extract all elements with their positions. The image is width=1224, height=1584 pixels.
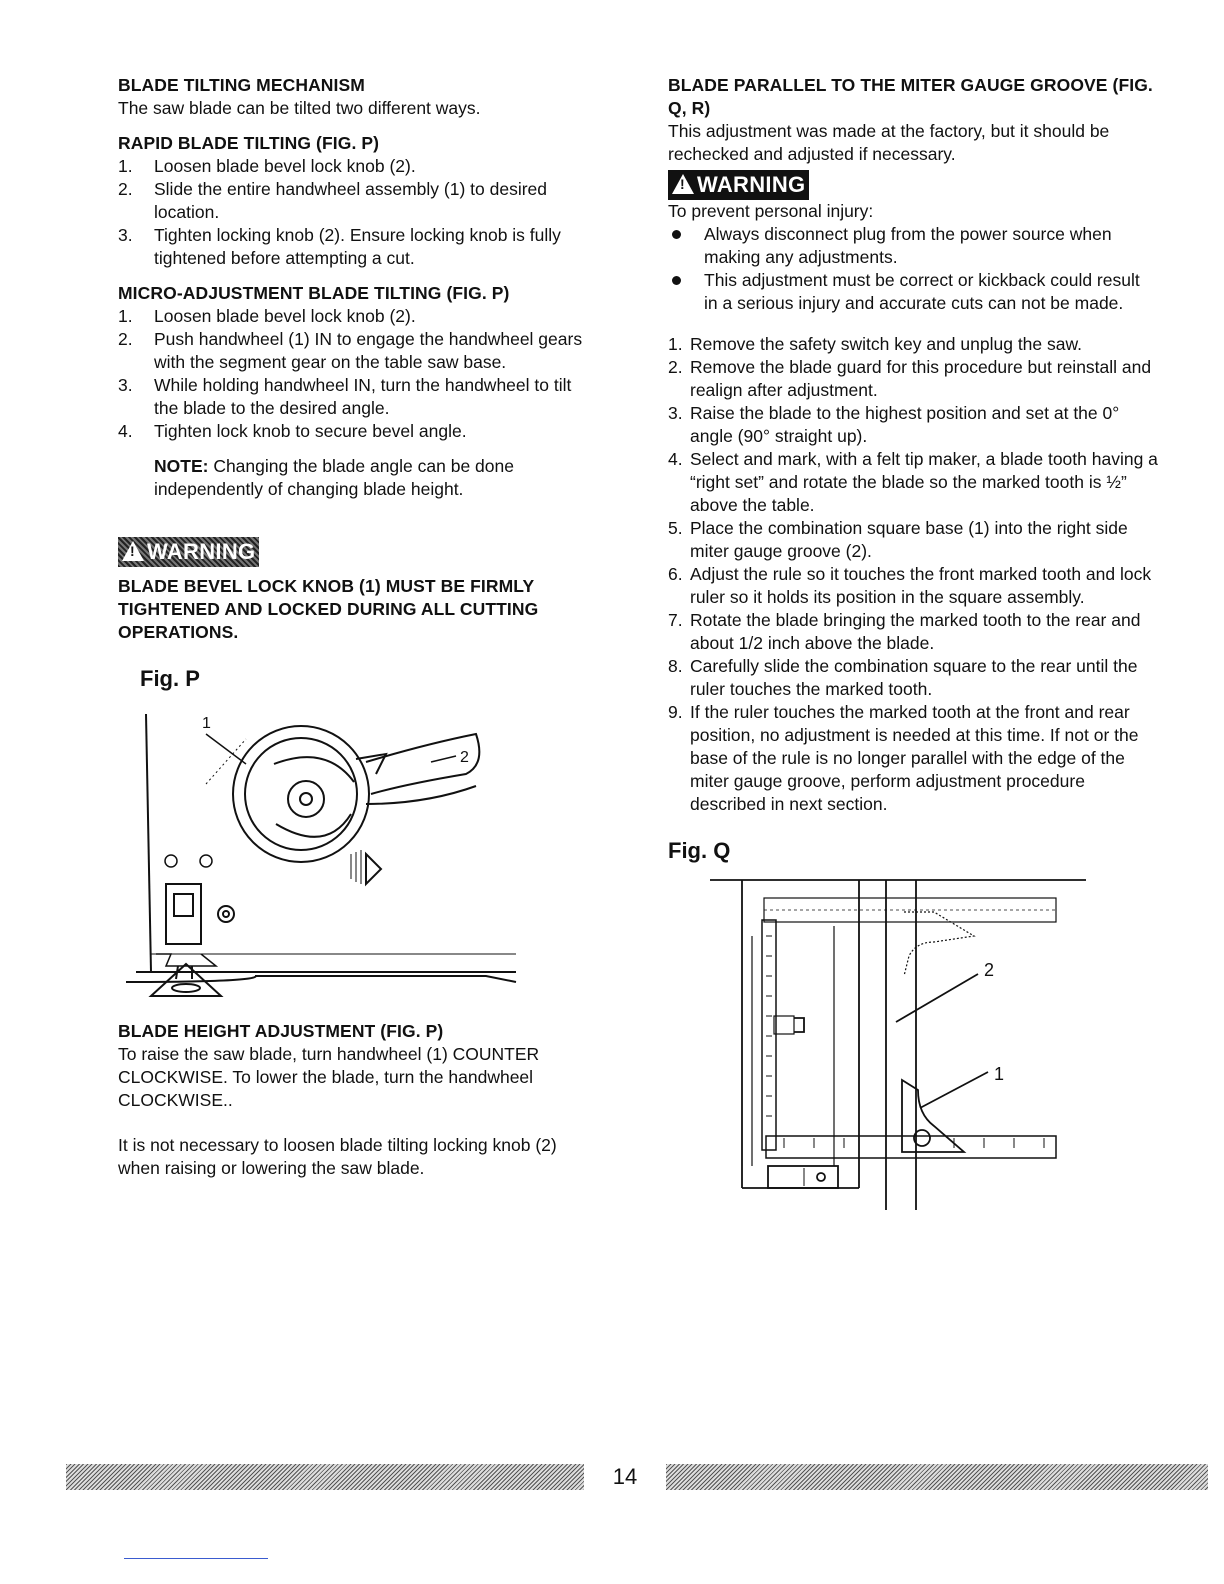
section-heading-blade-height: BLADE HEIGHT ADJUSTMENT (FIG. P) bbox=[118, 1021, 444, 1041]
list-item: 7. Rotate the blade bringing the marked tooth to the rear and about 1/2 inch above the blade. bbox=[668, 610, 1141, 653]
callout-2: 2 bbox=[460, 749, 469, 766]
paragraph: This adjustment was made at the factory, but it should be rechecked and adjusted if necessary. bbox=[668, 121, 1110, 164]
rapid-steps-list bbox=[118, 155, 598, 270]
list-item: 9. If the ruler touches the marked tooth at the front and rear position, no adjustment is needed at this time. If not or the base of the rule is no longer parallel with the edge of the miter gauge groove, perform adjustment procedure described in next section. bbox=[668, 702, 1139, 814]
procedure-steps-list bbox=[668, 333, 1158, 816]
bottom-rule bbox=[124, 1558, 268, 1559]
figure-q-illustration bbox=[704, 876, 1094, 1216]
warning-bullets bbox=[668, 223, 1158, 315]
warning-triangle-icon bbox=[672, 174, 694, 194]
warning-intro: To prevent personal injury: bbox=[668, 201, 874, 221]
callout-1: 1 bbox=[202, 715, 211, 732]
list-item: 6. Adjust the rule so it touches the front marked tooth and lock ruler so it holds its position in the square assembly. bbox=[668, 564, 1152, 607]
warning-badge: !WARNING bbox=[668, 170, 809, 200]
list-item: 1. Loosen blade bevel lock knob (2). bbox=[118, 306, 416, 326]
list-item: 2. Remove the blade guard for this procedure but reinstall and realign after adjustment. bbox=[668, 357, 1152, 400]
warning-text: BLADE BEVEL LOCK KNOB (1) MUST BE FIRMLY TIGHTENED AND LOCKED DURING ALL CUTTING OPERATIONS. bbox=[118, 576, 539, 642]
list-item: 3. Tighten locking knob (2). Ensure locking knob is fully tightened before attempting a cut. bbox=[118, 225, 561, 268]
section-heading-micro-adjust: MICRO-ADJUSTMENT BLADE TILTING (FIG. P) bbox=[118, 283, 510, 303]
paragraph: To raise the saw blade, turn handwheel (1) COUNTER CLOCKWISE. To lower the blade, turn the handwheel CLOCKWISE.. bbox=[118, 1044, 540, 1110]
list-item: 1. Remove the safety switch key and unplug the saw. bbox=[668, 334, 1083, 354]
page-number: 14 bbox=[612, 1464, 638, 1489]
section-heading-blade-tilting: BLADE TILTING MECHANISM bbox=[118, 75, 365, 95]
page-footer bbox=[66, 1464, 1208, 1490]
list-item: 4. Select and mark, with a felt tip maker, a blade tooth having a “right set” and rotate the blade so the marked tooth is ½” above the table. bbox=[668, 449, 1158, 515]
list-item: 2. Push handwheel (1) IN to engage the handwheel gears with the segment gear on the table saw base. bbox=[118, 329, 583, 372]
paragraph: It is not necessary to loosen blade tilting locking knob (2) when raising or lowering the saw blade. bbox=[118, 1135, 557, 1178]
paragraph: The saw blade can be tilted two different ways. bbox=[118, 98, 481, 118]
left-column bbox=[118, 74, 598, 1180]
figure-p-illustration bbox=[126, 704, 526, 1004]
figure-label-p: Fig. P bbox=[140, 666, 200, 691]
list-item: 5. Place the combination square base (1) into the right side miter gauge groove (2). bbox=[668, 518, 1128, 561]
callout-2: 2 bbox=[984, 960, 995, 980]
list-item: 2. Slide the entire handwheel assembly (1) to desired location. bbox=[118, 179, 547, 222]
section-heading-blade-parallel: BLADE PARALLEL TO THE MITER GAUGE GROOVE (FIG. Q, R) bbox=[668, 75, 1153, 118]
list-item: 4. Tighten lock knob to secure bevel angle. bbox=[118, 421, 467, 441]
list-item: 3. Raise the blade to the highest position and set at the 0° angle (90° straight up). bbox=[668, 403, 1120, 446]
right-column bbox=[668, 74, 1158, 1216]
figure-label-q: Fig. Q bbox=[668, 838, 731, 863]
callout-1: 1 bbox=[994, 1064, 1005, 1084]
list-item: 1. Loosen blade bevel lock knob (2). bbox=[118, 156, 416, 176]
section-heading-rapid-tilting: RAPID BLADE TILTING (FIG. P) bbox=[118, 133, 380, 153]
note: NOTE: Changing the blade angle can be done independently of changing blade height. bbox=[154, 456, 514, 499]
footer-stripe-right bbox=[666, 1464, 1208, 1490]
list-item: 8. Carefully slide the combination square to the rear until the ruler touches the marked tooth. bbox=[668, 656, 1138, 699]
micro-steps-list bbox=[118, 305, 598, 443]
list-item: This adjustment must be correct or kickback could result in a serious injury and accurate cuts can not be made. bbox=[668, 269, 1158, 315]
list-item: Always disconnect plug from the power source when making any adjustments. bbox=[668, 223, 1158, 269]
footer-stripe-left bbox=[66, 1464, 584, 1490]
warning-badge: !WARNING bbox=[118, 537, 259, 567]
list-item: 3. While holding handwheel IN, turn the handwheel to tilt the blade to the desired angle. bbox=[118, 375, 572, 418]
warning-triangle-icon bbox=[122, 541, 144, 561]
